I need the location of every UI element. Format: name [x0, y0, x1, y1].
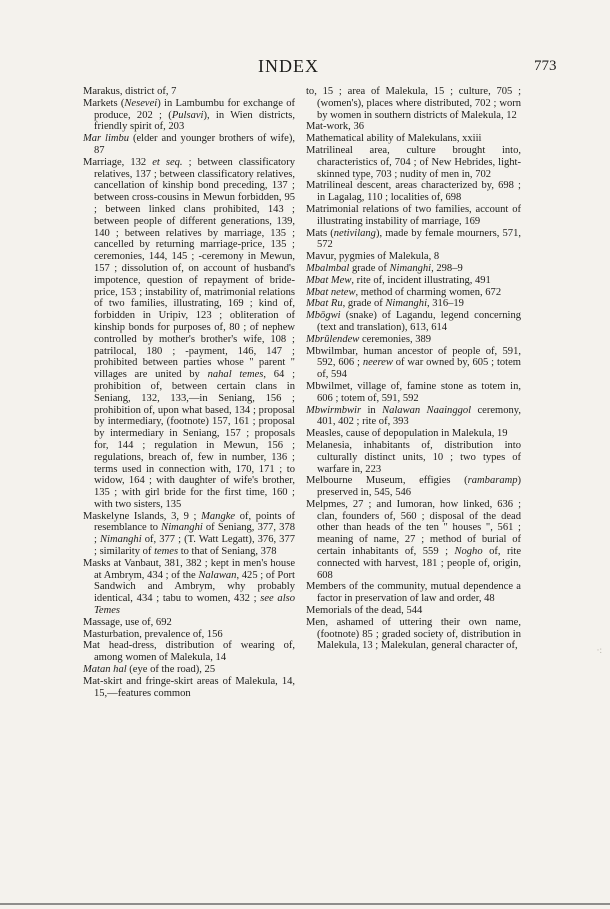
index-entry: Mat-skirt and fringe-skirt areas of Malekula, 14, 15,—features common [83, 675, 295, 699]
index-entry: Matrilineal area, culture brought into, characteristics of, 704 ; of New Hebrides, light-skinned type, 703 ; nudity of men in, 702 [306, 144, 521, 180]
index-column-right [306, 86, 521, 652]
index-entry: Melanesia, inhabitants of, distribution into culturally distinct units, 10 ; two types of warfare in, 223 [306, 439, 521, 475]
index-entry: Markets (Nesevei) in Lambumbu for exchange of produce, 202 ; (Pulsavi), in Wien districts, friendly spirit of, 203 [83, 97, 295, 133]
scan-speckle: ·: [596, 645, 602, 655]
index-column-left [83, 86, 295, 699]
index-entry: Mavur, pygmies of Malekula, 8 [306, 251, 440, 263]
page-header [0, 56, 610, 78]
index-entry: Mathematical ability of Malekulans, xxiii [306, 133, 482, 145]
index-entry: Mbat Mew, rite of, incident illustrating, 491 [306, 274, 491, 286]
page-title: INDEX [258, 56, 319, 76]
index-entry: Mbat Ru, grade of Nimanghi, 316–19 [306, 298, 464, 310]
index-entry: Mat-work, 36 [306, 121, 364, 133]
index-entry: Mbwilmbar, human ancestor of people of, 591, 592, 606 ; neerew of war owned by, 605 ; totem of, 594 [306, 345, 521, 381]
index-entry: Members of the community, mutual dependence a factor in preservation of law and order, 48 [306, 581, 521, 605]
index-entry: Mar limbu (elder and younger brothers of wife), 87 [83, 133, 295, 156]
index-entry: Masks at Vanbaut, 381, 382 ; kept in men's house at Ambrym, 434 ; of the Nalawan, 425 ; of Port Sandwich and Ambrym, why probably identical, 434 ; tabu to women, 432 ; see also Temes [83, 557, 295, 617]
index-entry: Marakus, district of, 7 [83, 86, 177, 97]
index-entry: Mbwirmbwir in Nalawan Naainggol ceremony, 401, 402 ; rite of, 393 [306, 404, 521, 428]
index-entry: Matrimonial relations of two families, account of illustrating instability of marriage, 169 [306, 203, 521, 227]
index-entry: Mbalmbal grade of Nimanghi, 298–9 [306, 262, 463, 274]
index-entry: Matan hal (eye of the road), 25 [83, 664, 216, 676]
scan-edge [0, 903, 610, 905]
index-entry: Melpmes, 27 ; and Iumoran, how linked, 636 ; clan, founders of, 560 ; disposal of the dead other than heads of the ten " houses ", 561 ; meaning of name, 27 ; method of burial of certain inhabitants of, 559 ; Nogho of, rite connected with harvest, 181 ; people of, origin, 608 [306, 498, 522, 581]
index-entry: Mats (netivilang), made by female mourners, 571, 572 [306, 227, 521, 251]
index-entry: Men, ashamed of uttering their own name, (footnote) 85 ; graded society of, distribution in Malekula, 13 ; Malekulan, general character of, [306, 616, 521, 652]
index-entry: to, 15 ; area of Malekula, 15 ; culture, 705 ; (women's), places where distributed, 702 ; worn by women in southern districts of Malekula, 12 [306, 86, 521, 121]
index-entry: Massage, use of, 692 [83, 616, 172, 628]
index-entry: Measles, cause of depopulation in Malekula, 19 [306, 428, 508, 440]
index-entry: Melbourne Museum, effigies (rambaramp) preserved in, 545, 546 [306, 475, 521, 499]
page-number: 773 [534, 58, 557, 74]
index-entry: Masturbation, prevalence of, 156 [83, 628, 223, 640]
index-entry: Maskelyne Islands, 3, 9 ; Mangke of, points of resemblance to Nimanghi of Seniang, 377, 378 ; Nimanghi of, 377 ; (T. Watt Legatt), 376, 377 ; similarity of temes to that of Seniang, 378 [83, 510, 296, 558]
index-entry: Mbwilmet, village of, famine stone as totem in, 606 ; totem of, 591, 592 [306, 380, 521, 404]
index-entry: Mbat netew, method of charming women, 672 [306, 286, 502, 298]
index-entry: Marriage, 132 et seq. ; between classificatory relatives, 137 ; between classificatory relatives, cancellation of kinship bond preceding, 137 ; between cross-cousins in Mewun forbidden, 95 ; between linked clans prohibited, 143 ; between people of different generations, 139, 140 ; between relatives by marriage, 135 ; cancelled by returning marriage-price, 135 ; ceremonies, 144, 145 ; -ceremony in Mewun, 157 ; dissolution of, on account of husband's impotence, question of repayment of bride-price, 153 ; instability of, matrimonial relations of two families, illustrating, 169 ; kind of, forbidden in Uripiv, 123 ; obliteration of kinship bonds for purposes of, 80 ; of nephew controlled by mother's brother's wife, 108 ; patrilocal, 180 ; -payment, 146, 147 ; prohibited between parties whose " parent " villages are united by nahal temes, 64 ; prohibition of, between certain clans in Seniang, 132, 133,—in Seniang, 156 ; prohibition of, upon what based, 134 ; proposal by intermediary, (footnote) 157, 161 ; proposal by intermediary in Seniang, 157 ; proposals for, 144 ; regulation in Mewun, 156 ; regulations, breach of, few in number, 136 ; terms used in connection with, 170, 171 ; to widow, 164 ; with daughter of wife's brother, 135 ; with girl bride for the first time, 160 ; with two sisters, 135 [83, 156, 296, 510]
index-entry: Mat head-dress, distribution of wearing of, among women of Malekula, 14 [83, 640, 295, 664]
index-entry: Memorials of the dead, 544 [306, 605, 423, 617]
index-entry: Mbrūlendew ceremonies, 389 [306, 333, 432, 345]
index-entry: Mbōgwi (snake) of Lagandu, legend concerning (text and translation), 613, 614 [306, 310, 521, 333]
index-entry: Matrilineal descent, areas characterized by, 698 ; in Lagalag, 110 ; localities of, 698 [306, 180, 521, 204]
